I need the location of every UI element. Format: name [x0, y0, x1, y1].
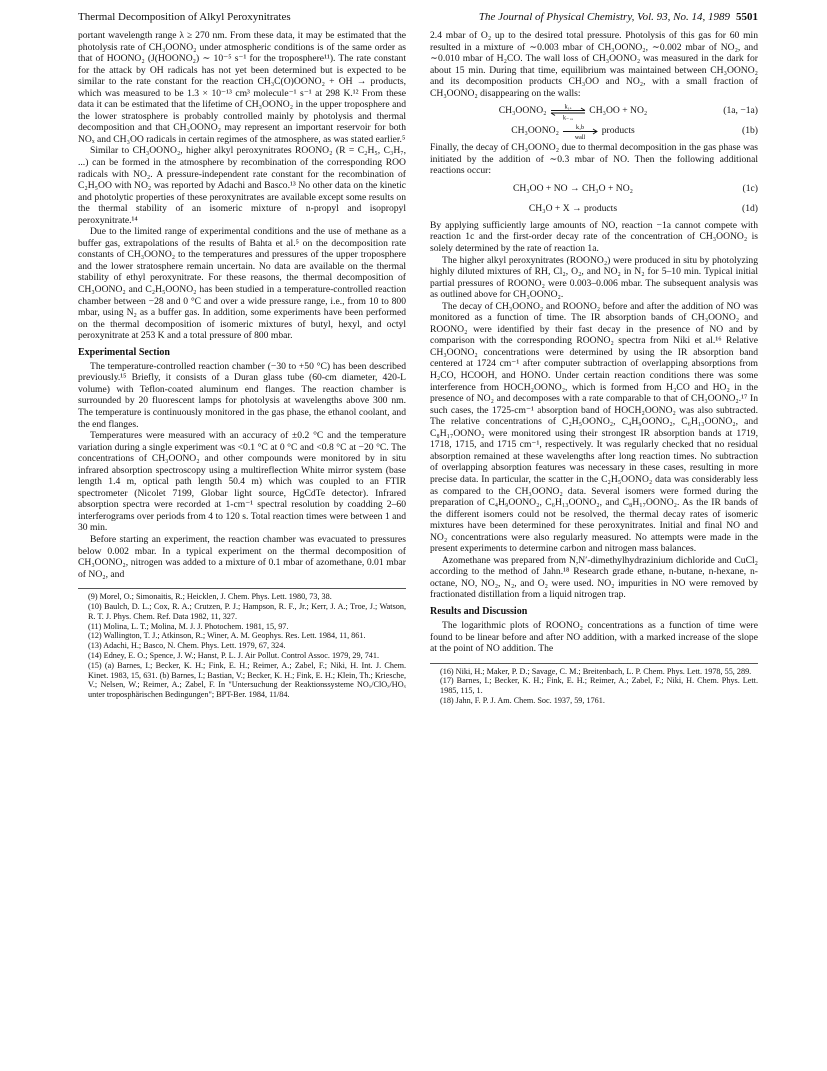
right-column [430, 30, 758, 1065]
body-paragraph: portant wavelength range λ ≥ 270 nm. From these data, it may be estimated that the photolysis rate of CH₃OONO₂ under atmospheric conditions is of the same order as that of HOONO₂ (J(HOONO₂) ∼ 10⁻⁵ s⁻¹ for the troposphere¹¹). The rate constant for the attack by OH radicals has not yet been determined but is expected to be similar to the rate constant for the reaction CH₃C(O)OONO₂ + OH → products, which was measured to be 1.3 × 10⁻¹³ cm³ molecule⁻¹ s⁻¹ at 298 K.¹² From these data it can be estimated that the lifetime of CH₃OONO₂ in the upper troposphere and the lower stratosphere is probably controlled mainly by photolysis and thermal decomposition and that CH₃OONO₂ may represent an important reservoir for both NOₓ and CH₃OO radicals in certain regimes of the atmosphere, as was stated earlier.⁵ [78, 30, 406, 145]
journal-citation [479, 10, 758, 24]
rate-constant-reverse: k₋₁ₐ [562, 115, 573, 120]
footnotes-left [78, 592, 406, 700]
reference-item: (15) (a) Barnes, I.; Becker, K. H.; Fink, E. H.; Reimer, A.; Zabel, F.; Niki, H. Int. J. Chem. Kinet. 1983, 15, 631. (b) Barnes, I.; Bastian, V.; Becker, K. H.; Fink, E. H.; Klein, Th.; Kriesche, V.; Nelsen, W.; Reimer, A.; Zabel, F. In "Untersuchung der Reaktionssysteme NOₓ/ClOₓ/HOₓ unter troposphärischen Bedingungen"; BPT-Ber. 1984, 11/84. [88, 660, 406, 700]
left-column [78, 30, 406, 1065]
arrow-label-wall: wall [575, 134, 586, 140]
running-header [78, 10, 758, 24]
body-paragraph: Azomethane was prepared from N,N′-dimethylhydrazinium dichloride and CuCl₂ according to the method of Jahn.¹⁸ Research grade ethane, n-butane, n-hexane, n-octane, NO, NO₂, N₂, and O₂ were used. NO₂ impurities in NO were removed by fractionated distillation from a liquid nitrogen trap. [430, 554, 758, 601]
footnote-divider [78, 588, 406, 589]
equation-rhs: products [601, 125, 635, 137]
equation-number: (1d) [742, 202, 758, 214]
body-paragraph: The decay of CH₃OONO₂ and ROONO₂ before and after the addition of NO was monitored as a function of time. The IR absorption bands of CH₃OONO₂ and ROONO₂ were identified by their fast decay in the presence of NO and by comparison with the corresponding ROONO₂ spectra from Niki et al.¹⁶ Relative CH₃OONO₂ concentrations were determined by using the IR absorption band centered at 1724 cm⁻¹ after computer subtraction of overlapping absorptions from H₂CO, HCOOH, and HONO. Under certain reaction conditions there was some interference from HOCH₂OONO₂, which is formed from H₂CO and HO₂ in the presence of NO₂ and decomposes with a rate comparable to that of CH₃OONO₂.¹⁷ In such cases, the 1725-cm⁻¹ absorption band of HOCH₂OONO₂ was also subtracted. The relative concentrations of C₂H₅OONO₂, C₄H₉OONO₂, C₆H₁₃OONO₂, and C₈H₁₇OONO₂ were monitored using their strongest IR absorption bands at 1719, 1718, 1715, and 1715 cm⁻¹, respectively. It was regularly checked that no residual absorption remained at these wavelengths after long reaction times. No subtraction of overlapping absorption features was necessary in these cases, resulting in more precise data. In particular, the scatter in the C₂H₅OONO₂ data was considerably less as compared to the CH₃OONO₂ data. Several isomers were formed during the preparation of C₄H₉OONO₂, C₆H₁₃OONO₂, and C₈H₁₇OONO₂. As the IR bands of the different isomers could not be resolved, the thermal decay rates of isomeric mixtures have been determined for these peroxynitrates. Initial and final NO and NO₂ concentrations were also regularly measured. No attempts were made in the present experiments to determine carbon and nitrogen mass balances. [430, 300, 758, 555]
body-paragraph: The temperature-controlled reaction chamber (−30 to +50 °C) has been described previously.¹⁵ Briefly, it consists of a Duran glass tube (60-cm diameter, 420-L volume) with Teflon-coated aluminum end flanges. The reaction chamber is surrounded by 20 fluorescent lamps for photolysis at wavelengths above 300 nm. The temperature is continuously monitored in the gas phase, the ethanol coolant, and the end flanges. [78, 360, 406, 430]
rate-constant-forward: k₁ₐ [564, 104, 572, 111]
equation-rhs: CH₃OO + NO₂ [589, 105, 648, 117]
reference-item: (9) Morel, O.; Simonaitis, R.; Heicklen, J. Chem. Phys. Lett. 1980, 73, 38. [88, 592, 332, 602]
body-paragraph: The logarithmic plots of ROONO₂ concentrations as a function of time were found to be linear before and after NO addition, with a marked increase of the slope at the point of NO addition. The [430, 619, 758, 655]
equation-number: (1c) [742, 182, 758, 194]
equation-1d [430, 200, 758, 217]
equation-number: (1a, −1a) [723, 105, 758, 117]
footnote-divider [430, 663, 758, 664]
equation-body [430, 122, 716, 139]
reference-item: (13) Adachi, H.; Basco, N. Chem. Phys. Lett. 1979, 67, 324. [88, 641, 286, 651]
reaction-arrow-icon [561, 123, 599, 140]
equation-1a [430, 102, 758, 119]
body-paragraph: By applying sufficiently large amounts of NO, reaction −1a cannot compete with reaction 1c and the first-order decay rate of the concentration of CH₃OONO₂ is solely determined by the rate of reaction 1a. [430, 219, 758, 255]
body-paragraph: Similar to CH₃OONO₂, higher alkyl peroxynitrates ROONO₂ (R = C₂H₅, C₃H₇, ...) can be formed in the atmosphere by recombination of the corresponding ROO radicals with NO₂. A pressure-independent rate constant for the recombination of C₂H₅OO with NO₂ was reported by Adachi and Basco.¹³ No other data on the kinetic and photolytic properties of these peroxynitrates are available except some results on the thermal stability of an isomeric mixture of n-propyl and isopropyl peroxynitrate.¹⁴ [78, 145, 406, 226]
reference-item: (10) Baulch, D. L.; Cox, R. A.; Crutzen, P. J.; Hampson, R. F., Jr.; Kerr, J. A.; Troe, J.; Watson, R. T. J. Phys. Chem. Ref. Data 1982, 11, 327. [88, 601, 406, 621]
equation-1c [430, 180, 758, 197]
footnotes-right [430, 667, 758, 706]
body-paragraph: Temperatures were measured with an accuracy of ±0.2 °C and the temperature variation during a single experiment was <0.1 °C at 0 °C and <0.8 °C at −20 °C. The concentrations of CH₃OONO₂ and other compounds were monitored by in situ infrared absorption spectroscopy using a multireflection White mirror system (base length 1.4 m, optical path length 50.4 m) which was coupled to an FTIR spectrometer (Nicolet 7199, Globar light source, HgCdTe detector). Infrared absorption spectra were recorded at 1-cm⁻¹ spectral resolution by coadding 2–60 interferograms over periods from 4 to 120 s. Total reaction times were between 1 and 30 min. [78, 430, 406, 534]
reference-item: (17) Barnes, I.; Becker, K. H.; Fink, E. H.; Reimer, A.; Zabel, F.; Niki, H. Chem. Phys. Lett. 1985, 115, 1. [440, 676, 758, 696]
page-number: 5501 [736, 11, 758, 23]
equation-body: CH₃O + X → products [528, 202, 618, 214]
rate-constant-wall: k₁b [576, 124, 585, 131]
article-short-title: Thermal Decomposition of Alkyl Peroxynitrates [78, 11, 291, 23]
equilibrium-arrow-icon [549, 103, 587, 120]
reference-item: (18) Jahn, F. P. J. Am. Chem. Soc. 1937, 59, 1761. [440, 696, 605, 705]
reference-item: (11) Molina, L. T.; Molina, M. J. J. Photochem. 1981, 15, 97. [88, 621, 289, 631]
reference-item: (12) Wallington, T. J.; Atkinson, R.; Winer, A. M. Geophys. Res. Lett. 1984, 11, 861. [88, 631, 366, 641]
equation-lhs: CH₃OONO₂ [511, 125, 559, 137]
equation-1b [430, 122, 758, 139]
journal-name: The Journal of Physical Chemistry, Vol. 93, No. 14, 1989 [478, 11, 730, 23]
reference-item: (14) Edney, E. O.; Spence, J. W.; Hanst, P. L. J. Air Pollut. Control Assoc. 1979, 29, 741. [88, 650, 380, 660]
reference-item: (16) Niki, H.; Maker, P. D.; Savage, C. M.; Breitenbach, L. P. Chem. Phys. Lett. 1978, 55, 289. [440, 666, 752, 676]
section-heading-results: Results and Discussion [430, 605, 528, 617]
equation-number: (1b) [742, 125, 758, 137]
equation-body [430, 102, 716, 119]
section-heading-experimental: Experimental Section [78, 346, 170, 358]
body-paragraph: 2.4 mbar of O₂ up to the desired total pressure. Photolysis of this gas for 60 min resulted in a mixture of ∼0.003 mbar of CH₃OONO₂, ∼0.002 mbar of NO₂, and ∼0.010 mbar of H₂CO. The wall loss of CH₃OONO₂ was measured in the dark for about 15 min. During that time, equilibrium was maintained between CH₃OONO₂ and its decomposition products CH₃OO and NO₂, with a small fraction of CH₃OONO₂ disappearing on the walls: [430, 30, 758, 99]
equation-body: CH₃OO + NO → CH₃O + NO₂ [513, 182, 633, 194]
body-paragraph: Before starting an experiment, the reaction chamber was evacuated to pressures below 0.002 mbar. In a typical experiment on the thermal decomposition of CH₃OONO₂, nitrogen was added to a mixture of 0.1 mbar of azomethane, 0.01 mbar of NO₂, and [78, 533, 406, 580]
body-paragraph: Due to the limited range of experimental conditions and the use of methane as a buffer gas, extrapolations of the results of Bahta et al.⁵ on the decomposition rate constants of CH₃OONO₂ to the temperatures and pressures of the upper troposphere and the lower stratosphere remain uncertain. No data are available on the thermal stability of ethyl peroxynitrate. For these reasons, the thermal decomposition of CH₃OONO₂ and C₂H₅OONO₂ has been studied in a temperature-controlled reaction chamber between −28 and 0 °C and over a wide pressure range, i.e., from 10 to 800 mbar, using N₂ as a buffer gas. In addition, some experiments have been performed on the thermal decomposition of isomeric mixtures of butyl, hexyl, and octyl peroxynitrate at 253 K and a total pressure of 800 mbar. [78, 226, 406, 342]
body-paragraph: The higher alkyl peroxynitrates (ROONO₂) were produced in situ by photolyzing highly diluted mixtures of RH, Cl₂, O₂, and NO₂ in N₂ for 5–10 min. Typical initial partial pressures of ROONO₂ were 0.003–0.006 mbar. The subsequent analysis was as outlined above for CH₃OONO₂. [430, 254, 758, 301]
body-paragraph: Finally, the decay of CH₃OONO₂ due to thermal decomposition in the gas phase was initiated by the addition of ∼0.3 mbar of NO. Then the following additional reactions occur: [430, 142, 758, 177]
equation-lhs: CH₃OONO₂ [498, 105, 547, 117]
